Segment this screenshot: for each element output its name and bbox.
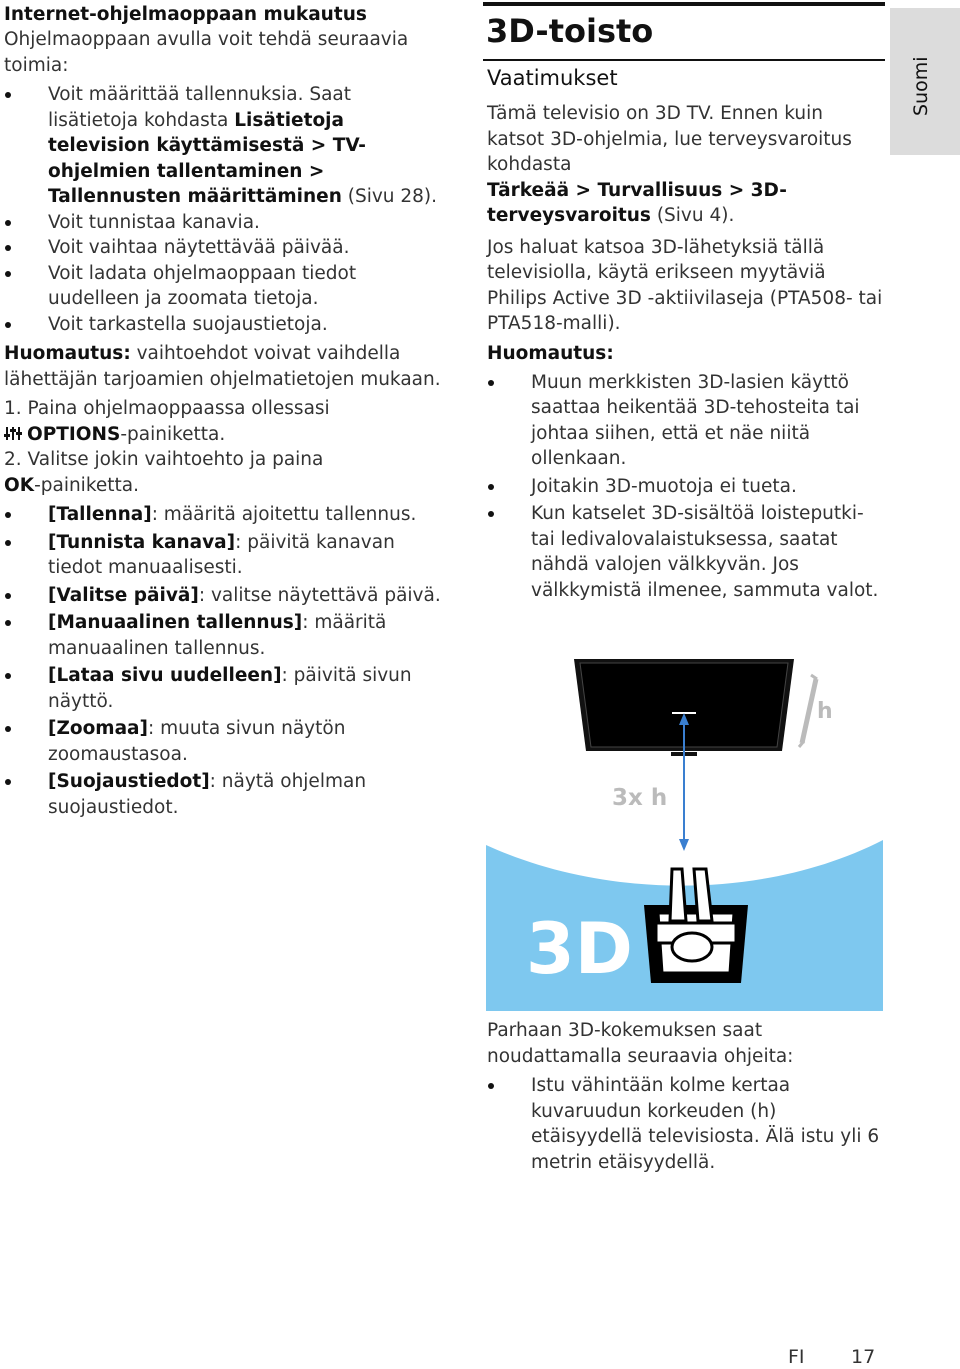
tips-list bbox=[487, 1073, 882, 1175]
list-item: Voit ladata ohjelmaoppaan tiedot uudelleen ja zoomata tietoja. bbox=[4, 261, 444, 312]
guide-intro: Ohjelmaoppaan avulla voit tehdä seuraavia toimia: bbox=[4, 29, 409, 76]
note-label: Huomautus: bbox=[4, 343, 131, 364]
badge-3d: 3D bbox=[526, 908, 633, 990]
notes-list bbox=[487, 370, 885, 604]
cross-reference: Lisätietoja television käyttämisestä > TV-ohjelmien tallentaminen > Tallennusten määrittäminen bbox=[48, 109, 366, 207]
step-2: 2. Valitse jokin vaihtoehto ja paina OK-painiketta. bbox=[4, 449, 324, 496]
distance-label: 3x h bbox=[612, 785, 668, 811]
divider bbox=[483, 59, 885, 61]
page-title: 3D-toisto bbox=[483, 2, 885, 59]
glasses-paragraph: Jos haluat katsoa 3D-lähetyksiä tällä televisiolla, käytä erikseen myytäviä Philips Active 3D -aktiivilaseja (PTA508- tai PTA518-malli). bbox=[487, 236, 883, 334]
language-tab bbox=[890, 8, 960, 155]
cross-reference: Tärkeää > Turvallisuus > 3D-terveysvaroitus bbox=[487, 179, 787, 226]
right-column bbox=[483, 2, 885, 603]
list-item: [Tunnista kanava]: päivitä kanavan tiedot manuaalisesti. bbox=[4, 530, 444, 581]
height-label: h bbox=[817, 699, 833, 724]
list-item: [Suojaustiedot]: näytä ohjelman suojaustiedot. bbox=[4, 769, 444, 820]
language-label: Suomi bbox=[910, 56, 932, 116]
guide-note: Huomautus: vaihtoehdot voivat vaihdella lähettäjän tarjoamien ohjelmatietojen mukaan. bbox=[4, 343, 441, 390]
list-item: Muun merkkisten 3D-lasien käyttö saattaa heikentää 3D-tehosteita tai johtaa siihen, että et näe niitä ollenkaan. bbox=[487, 370, 885, 472]
list-item: Joitakin 3D-muotoja ei tueta. bbox=[487, 474, 885, 500]
note-label: Huomautus: bbox=[487, 342, 614, 364]
step-1: 1. Paina ohjelmaoppaassa ollessasi OPTIONS-painiketta. bbox=[4, 398, 330, 445]
list-item: Kun katselet 3D-sisältöä loisteputki- tai ledivalovalaistuksessa, saatat nähdä valojen välkkyvän. Jos välkkymistä ilmenee, sammuta valot. bbox=[487, 501, 885, 603]
list-item: Voit vaihtaa näytettävää päivää. bbox=[4, 235, 444, 261]
list-item: [Manuaalinen tallennus]: määritä manuaalinen tallennus. bbox=[4, 610, 444, 661]
options-list bbox=[4, 502, 444, 820]
list-item: Voit määrittää tallennuksia. Saat lisätietoja kohdasta Lisätietoja television käyttämisestä > TV-ohjelmien tallentaminen > Tallennusten määrittäminen (Sivu 28). bbox=[4, 82, 444, 210]
footer-language: FI bbox=[788, 1346, 805, 1368]
list-item: [Lataa sivu uudelleen]: päivitä sivun näyttö. bbox=[4, 663, 444, 714]
page-number: 17 bbox=[851, 1346, 876, 1368]
subheading-requirements: Vaatimukset bbox=[487, 66, 618, 90]
left-column bbox=[4, 2, 444, 820]
list-item: Voit tarkastella suojaustietoja. bbox=[4, 312, 444, 338]
list-item: [Tallenna]: määritä ajoitettu tallennus. bbox=[4, 502, 444, 528]
list-item: Istu vähintään kolme kertaa kuvaruudun korkeuden (h) etäisyydellä televisiosta. Älä istu yli 6 metrin etäisyydellä. bbox=[487, 1073, 882, 1175]
list-item: Voit tunnistaa kanavia. bbox=[4, 210, 444, 236]
height-marker bbox=[799, 675, 817, 747]
options-icon bbox=[4, 423, 22, 439]
list-item: [Zoomaa]: muuta sivun näytön zoomaustasoa. bbox=[4, 716, 444, 767]
tips-section bbox=[487, 1018, 882, 1175]
viewing-distance-illustration bbox=[486, 655, 883, 1011]
tips-intro: Parhaan 3D-kokemuksen saat noudattamalla seuraavia ohjeita: bbox=[487, 1020, 794, 1067]
requirements-intro: Tämä televisio on 3D TV. Ennen kuin katsot 3D-ohjelmia, lue terveysvaroitus kohdasta Tärkeää > Turvallisuus > 3D-terveysvaroitus (Sivu 4). bbox=[487, 103, 852, 226]
list-item: [Valitse päivä]: valitse näytettävä päivä. bbox=[4, 583, 444, 609]
guide-feature-list bbox=[4, 82, 444, 337]
section-title-guide: Internet-ohjelmaoppaan mukautus bbox=[4, 4, 367, 25]
